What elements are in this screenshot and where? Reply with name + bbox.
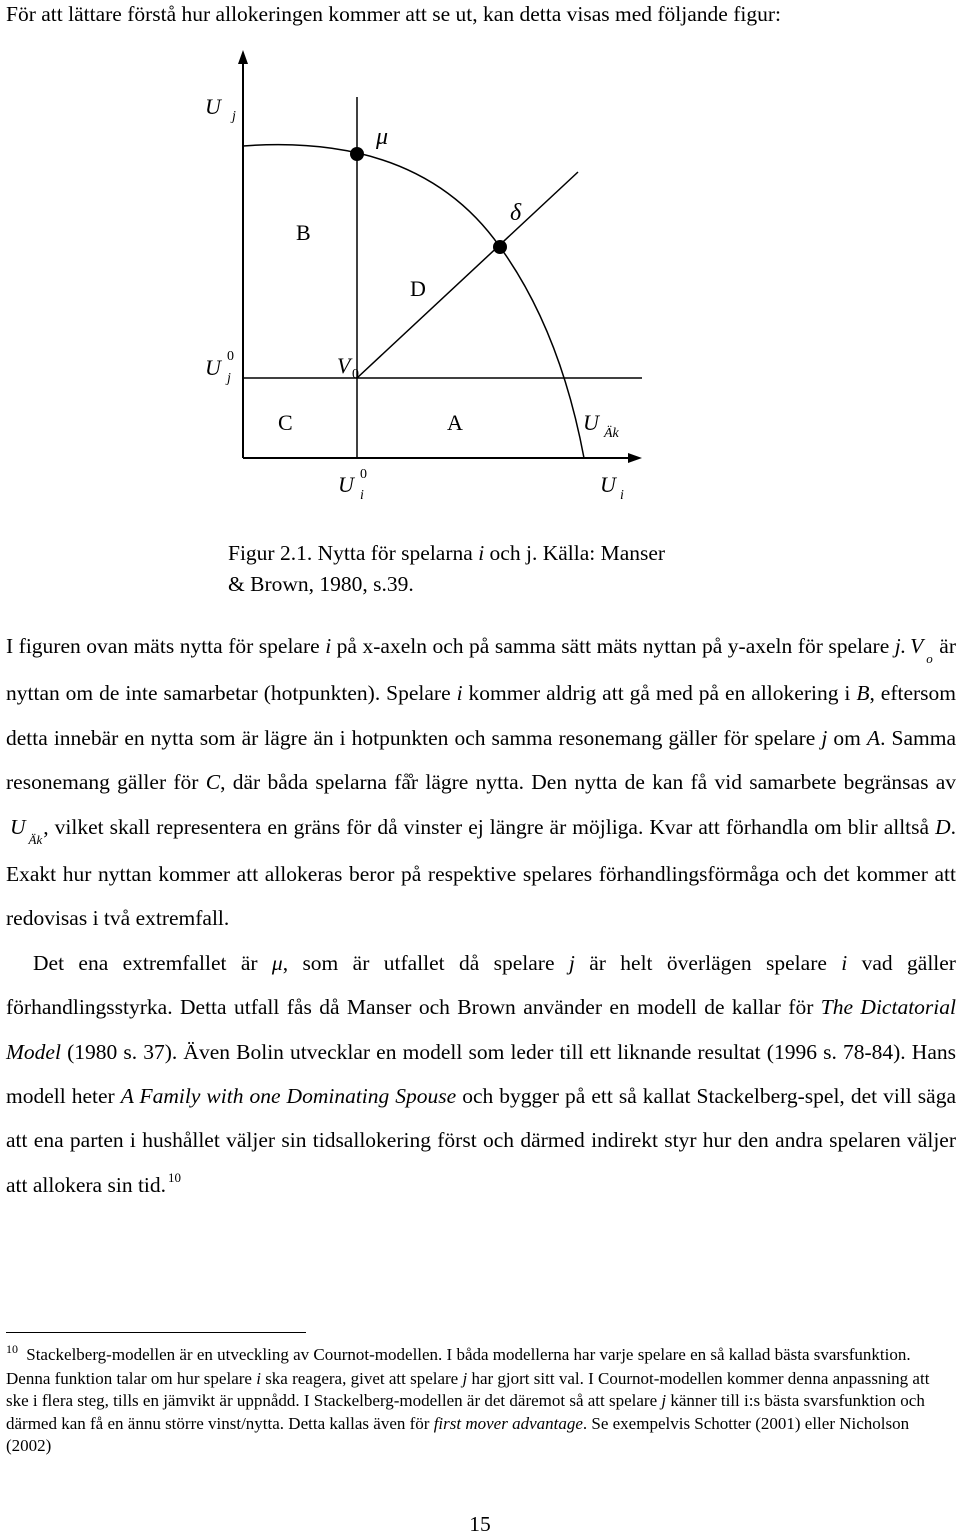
text-run: , där båda spelarna få̊r lägre nytta. Den nytta de kan få vid samarbete begränsas av xyxy=(220,770,957,795)
text-run-italic: i xyxy=(841,950,848,975)
utility-figure xyxy=(0,0,960,540)
text-run: om xyxy=(827,725,867,750)
y-axis-subscript: j xyxy=(232,109,236,124)
ui0-subscript: i xyxy=(360,488,364,503)
mu-label: μ xyxy=(376,124,389,150)
text-run-italic: C xyxy=(205,770,221,795)
y-axis-label: U xyxy=(205,94,221,119)
text-run: (1980 s. 37). Även Bolin utvecklar en modell som leder till ett liknande resultat (1996 s. 78-84). Hans modell heter xyxy=(6,1039,956,1109)
uak-symbol-letter: U xyxy=(10,814,26,839)
uak-label: U xyxy=(583,410,599,435)
paragraph-1 xyxy=(6,624,956,941)
ui0-label: U xyxy=(338,472,354,497)
y-axis-arrow xyxy=(238,50,248,64)
text-run: och bygger på ett så kallat Stackelberg-spel, det vill säga att ena parten i hushållet väljer sin tidsallokering först och därmed indirekt styr hur den andra spelaren väljer att allokera sin tid. xyxy=(6,1084,957,1197)
text-run: I figuren ovan mäts nytta för spelare xyxy=(6,634,326,658)
text-run: Det ena extremfallet är xyxy=(33,950,272,975)
caption-line1-start: Figur 2.1. Nytta för spelarna xyxy=(228,541,479,565)
model-title: A Family with one Dominating Spouse xyxy=(120,1084,457,1109)
uj0-superscript: 0 xyxy=(227,349,234,364)
footnote-reference[interactable]: 10 xyxy=(168,1169,182,1185)
region-a-label: A xyxy=(447,410,463,435)
delta-label: δ xyxy=(510,200,522,226)
text-run: . Se exempelvis Schotter (2001) eller Nicholson (2002) xyxy=(6,1413,910,1456)
text-run: är helt överlägen spelare xyxy=(574,950,842,975)
footnote-number: 10 xyxy=(6,1342,18,1356)
region-b-label: B xyxy=(296,220,311,245)
text-run-italic: i xyxy=(456,681,463,706)
text-run: , eftersom detta innebär en nytta som är lägre än i hotpunkten och samma resonemang gäller för spelare xyxy=(6,681,956,750)
text-run: Stackelberg-modellen är en utveckling av Cournot-modellen. I båda modellerna har varje spelare en så kallad bästa svarsfunktion. Denna funktion talar om hur spelare xyxy=(6,1345,911,1388)
text-run-italic: D xyxy=(935,814,951,839)
uak-symbol xyxy=(10,805,43,852)
text-run: , vilket skall representera en gräns för då vinster ej längre är möjliga. Kvar att förhandla om blir alltså xyxy=(43,814,936,839)
footnote-divider xyxy=(6,1332,306,1333)
vo-symbol-letter: V xyxy=(910,634,924,658)
text-run: , som är utfallet då spelare xyxy=(282,950,569,975)
text-run-italic: i xyxy=(325,634,332,658)
uak-subscript: Äk xyxy=(604,426,619,441)
text-run: är nyttan om de inte samarbetar (hotpunkten). Spelare xyxy=(6,634,956,706)
text-run-italic: B xyxy=(856,681,870,706)
figure-caption xyxy=(228,538,788,600)
text-run-italic: first mover advantage xyxy=(433,1413,583,1433)
x-axis-arrow xyxy=(628,453,642,463)
vo-symbol-subscript: o xyxy=(926,651,933,666)
text-run-italic: A xyxy=(866,725,881,750)
text-run: känner till i:s bästa svarsfunktion och därmed kan få en ännu större vinst/nytta. Detta kallas även för xyxy=(6,1391,925,1433)
x-axis-label: U xyxy=(600,472,616,497)
text-run: vad gäller förhandlingsstyrka. Detta utfall fås då Manser och Brown använder en modell de kallar för xyxy=(6,950,956,1020)
text-run: . Samma resonemang gäller för xyxy=(6,725,956,795)
v0-label: V xyxy=(337,353,351,378)
text-run: har gjort sitt val. I Cournot-modellen kommer denna anpassning att ske i flera steg, tills en jämvikt är uppnådd. I Stackelberg-modellen är det däremot så att spelare xyxy=(6,1368,930,1411)
delta-point xyxy=(493,240,507,254)
model-title: The Dictatorial Model xyxy=(6,995,956,1064)
uj0-subscript: j xyxy=(227,371,231,386)
vo-symbol xyxy=(910,624,933,671)
text-run-italic: i xyxy=(256,1368,261,1388)
text-run: på x-axeln och på samma sätt mäts nyttan på y-axeln för spelare xyxy=(331,634,895,658)
text-run: kommer aldrig att gå med på en allokering i xyxy=(462,681,857,706)
body-text xyxy=(6,624,956,1210)
mu-symbol: μ xyxy=(271,950,283,975)
text-run: ska reagera, givet att spelare xyxy=(260,1368,463,1388)
ui0-superscript: 0 xyxy=(360,467,367,482)
text-run-italic: j xyxy=(661,1391,667,1411)
text-run-italic: j xyxy=(568,950,575,975)
x-axis-subscript: i xyxy=(620,488,624,503)
region-c-label: C xyxy=(278,410,293,435)
paragraph-2 xyxy=(6,941,956,1210)
v0-subscript: 0 xyxy=(352,367,359,382)
utility-frontier-curve xyxy=(243,145,584,458)
text-run: . Exakt hur nyttan kommer att allokeras beror på respektive spelares förhandlingsförmåga och det kommer att redovisas i två extremfall. xyxy=(6,814,956,931)
caption-line2: & Brown, 1980, s.39. xyxy=(228,572,414,596)
uak-symbol-subscript: Äk xyxy=(28,831,43,847)
caption-line1-i: i xyxy=(478,541,485,565)
page-number: 15 xyxy=(469,1512,491,1536)
text-run-italic: j xyxy=(462,1368,468,1388)
text-run-italic: j xyxy=(821,725,828,750)
text-run-italic: j. xyxy=(894,634,907,658)
delta-ray xyxy=(357,172,578,378)
intro-text: För att lättare förstå hur allokeringen kommer att se ut, kan detta visas med följande figur: xyxy=(6,2,781,26)
footnote-10 xyxy=(6,1344,946,1458)
region-d-label: D xyxy=(410,276,426,301)
uj0-label: U xyxy=(205,355,221,380)
caption-line1-rest: och j. Källa: Manser xyxy=(484,541,666,565)
mu-point xyxy=(350,147,364,161)
